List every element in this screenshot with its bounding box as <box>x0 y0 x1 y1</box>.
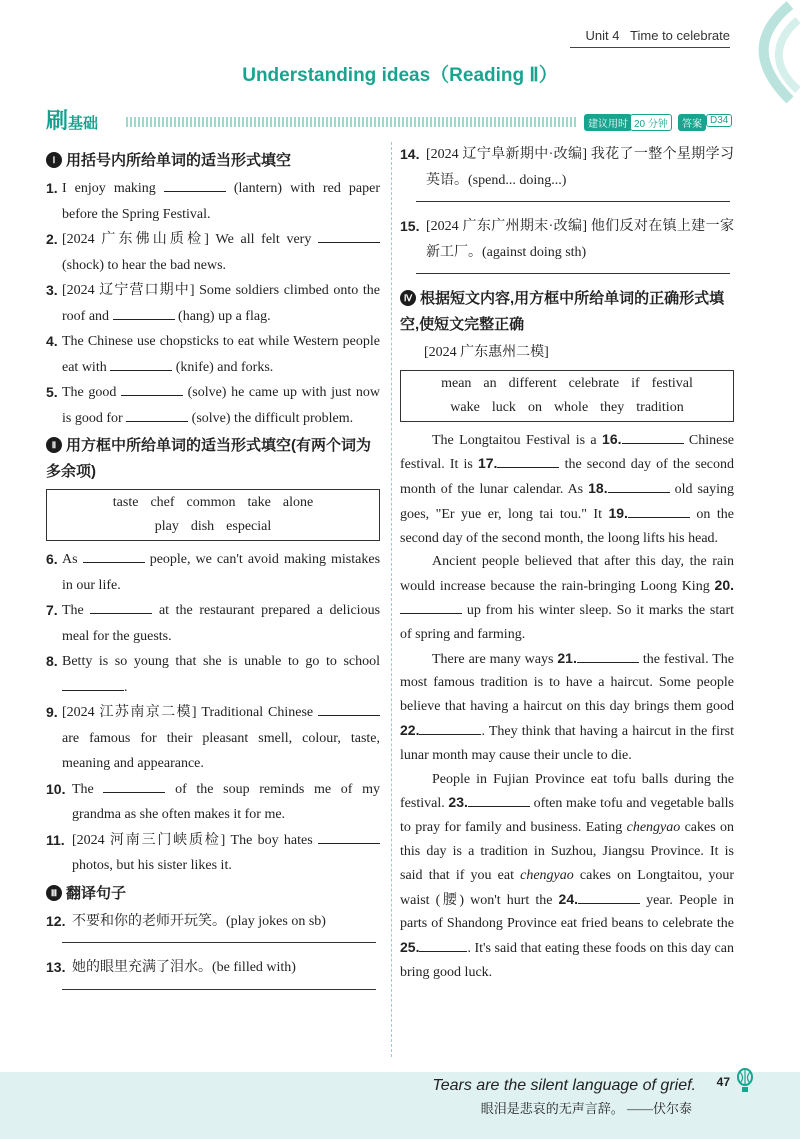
answer-blank[interactable] <box>608 480 670 493</box>
passage-text: up from his winter sleep. So it marks the start of spring and farming. <box>400 603 734 642</box>
question-text: [2024 辽宁阜新期中·改编] 我花了一整个星期学习英语。(spend... doing...) <box>426 147 734 188</box>
question-text: [2024 河南三门峡质检] The boy hates <box>72 832 313 848</box>
question-number: 15. <box>400 218 420 234</box>
box-word: celebrate <box>568 375 620 391</box>
section-title-text: 翻译句子 <box>66 884 127 902</box>
page-number: 47 <box>716 1075 730 1089</box>
section-3-title <box>46 881 380 907</box>
box-word: especial <box>226 519 272 534</box>
question-number: 14. <box>400 146 420 162</box>
brand-char: 刷 <box>46 108 69 133</box>
page-title: Understanding ideas（Reading Ⅱ） <box>242 65 558 86</box>
header-rule <box>570 47 730 48</box>
answer-blank[interactable] <box>90 601 152 614</box>
balloon-icon <box>736 1068 754 1094</box>
answer-blank[interactable] <box>318 831 380 844</box>
unit-title: Time to celebrate <box>630 28 730 43</box>
blank-number: 19. <box>608 504 628 521</box>
question-text: As <box>62 552 78 567</box>
passage-text: old saying goes, "Er yue er, long tai tou." It <box>400 482 734 522</box>
question-number: 13. <box>46 959 66 975</box>
box-word: luck <box>491 399 516 415</box>
question-text: are famous for their pleasant smell, colour, taste, meaning and appearance. <box>62 730 380 771</box>
question-8: 8. Betty is so young that she is unable to go to school . <box>46 649 380 700</box>
answer-blank[interactable] <box>110 358 172 371</box>
footer-quote-zh: 眼泪是悲哀的无声言辞。 ——伏尔泰 <box>480 1101 692 1116</box>
box-word: tradition <box>636 399 684 415</box>
passage-text: . It's said that eating these foods on this day can bring good luck. <box>400 941 734 981</box>
answer-label: 答案 <box>678 114 706 131</box>
passage-text: often make tofu and vegetable balls to pray for family and business. Eating <box>400 796 735 836</box>
question-number: 3. <box>46 282 58 298</box>
passage-text: The Longtaitou Festival is a <box>432 432 597 448</box>
passage-paragraph-2 <box>400 550 734 646</box>
question-text: The Chinese use chopsticks to eat while Western people eat with <box>62 334 380 375</box>
question-number: 10. <box>46 780 66 797</box>
question-text: (lantern) with red paper before the Spring Festival. <box>62 181 380 222</box>
question-number: 6. <box>46 551 58 567</box>
question-13 <box>46 955 380 981</box>
question-text: The good <box>62 385 117 400</box>
answer-blank[interactable] <box>83 550 145 563</box>
question-text: Betty is so young that she is unable to go to school <box>62 654 380 669</box>
answer-blank[interactable] <box>113 307 175 320</box>
word-box-4 <box>400 370 734 422</box>
passage-paragraph-4 <box>400 768 734 985</box>
passage-paragraph-3 <box>400 647 734 768</box>
question-number: 7. <box>46 602 58 618</box>
question-number: 9. <box>46 704 58 720</box>
right-column <box>400 142 734 985</box>
question-text: (knife) and forks. <box>175 359 274 375</box>
box-word: dish <box>190 519 215 534</box>
section-1-title <box>46 148 380 174</box>
answer-line[interactable] <box>62 981 376 990</box>
answer-line[interactable] <box>62 934 376 943</box>
word-box-2 <box>46 489 380 541</box>
answer-blank[interactable] <box>578 891 640 904</box>
question-text: I enjoy making <box>62 181 156 196</box>
box-word: festival <box>651 375 693 391</box>
section-title-text: 根据短文内容,用方框中所给单词的正确形式填空,使短文完整正确 <box>400 290 725 333</box>
section-bar-pattern <box>126 117 576 127</box>
section-badge: Ⅳ <box>400 290 416 306</box>
brand-label <box>46 104 98 135</box>
answer-blank[interactable] <box>121 383 183 396</box>
box-word: they <box>600 399 625 415</box>
passage-text: the festival. The most famous tradition is to have a haircut. Some people believe that having a haircut on this day brings them good <box>400 651 735 715</box>
box-word: an <box>483 375 497 391</box>
question-text: [2024 广东广州期末·改编] 他们反对在镇上建一家新工厂。(against doing sth) <box>426 219 734 260</box>
question-2 <box>46 227 380 278</box>
answer-blank[interactable] <box>400 601 462 614</box>
time-label: 建议用时 <box>584 114 632 131</box>
answer-blank[interactable] <box>628 505 690 518</box>
section-title-text: 用方框中所给单词的适当形式填空(有两个词为多余项) <box>46 437 371 480</box>
question-number: 12. <box>46 912 66 929</box>
question-text: The <box>62 603 84 618</box>
section-2-title <box>46 433 380 485</box>
question-text: people, we can't avoid making mistakes in our life. <box>62 552 381 593</box>
question-6 <box>46 547 380 598</box>
question-text: (hang) up a flag. <box>178 308 271 324</box>
brand-sub: 基础 <box>68 115 99 132</box>
answer-blank[interactable] <box>497 455 559 468</box>
passage-text: on the second day of the second month, the loong lifts his head. <box>400 506 735 546</box>
question-3 <box>46 278 380 329</box>
question-14 <box>400 142 734 193</box>
answer-blank[interactable] <box>419 722 481 735</box>
question-5 <box>46 380 380 431</box>
section-badge: Ⅰ <box>46 152 62 168</box>
question-text: photos, but his sister likes it. <box>72 858 232 873</box>
answer-blank[interactable] <box>318 703 380 716</box>
box-word: chef <box>150 495 175 510</box>
blank-number: 17. <box>477 455 498 472</box>
answer-blank[interactable] <box>164 179 226 192</box>
passage-text: the second day of the second month of the lunar calendar. As <box>400 457 734 498</box>
question-number: 4. <box>46 333 58 349</box>
question-10 <box>46 777 380 828</box>
box-word: whole <box>553 399 589 415</box>
question-7 <box>46 598 380 649</box>
passage-text: . They think that having a haircut in the first lunar month may cause their uncle to die. <box>400 724 734 763</box>
box-word: taste <box>112 495 139 510</box>
column-divider <box>391 142 393 1057</box>
answer-line[interactable] <box>416 265 730 274</box>
answer-blank[interactable] <box>419 939 467 952</box>
box-word: if <box>631 375 640 391</box>
passage-text: cakes on this day is a tradition in Suzhou, Jiangsu Province. It is said that if you eat <box>400 820 735 883</box>
passage-text: Ancient people believed that after this day, the rain would increase because the rain-bringing Loong King <box>400 554 734 595</box>
section-4-title <box>400 286 734 338</box>
decorative-swirl <box>640 0 800 110</box>
box-word: different <box>508 375 557 391</box>
passage-italic: chengyao <box>626 820 681 836</box>
question-12 <box>46 909 380 935</box>
question-text: (solve) the difficult problem. <box>191 410 354 426</box>
blank-number: 24. <box>558 890 578 907</box>
question-text: [2024 辽宁营口期中] Some soldiers climbed onto the roof and <box>62 283 380 324</box>
box-word: common <box>186 495 236 510</box>
question-number: 8. <box>46 653 58 669</box>
answer-blank[interactable] <box>468 794 530 807</box>
question-text: of the soup reminds me of my grandma as she often makes it for me. <box>72 781 380 822</box>
passage-italic: chengyao <box>520 867 574 883</box>
answer-blank[interactable] <box>126 409 188 422</box>
blank-number: 16. <box>602 430 622 447</box>
box-word: mean <box>441 375 472 391</box>
blank-number: 22. <box>400 722 420 739</box>
time-value: 20 分钟 <box>630 114 672 131</box>
question-11 <box>46 828 380 879</box>
question-number: 2. <box>46 231 58 247</box>
blank-number: 18. <box>588 480 608 497</box>
answer-page: D34 <box>706 114 732 127</box>
box-word: wake <box>450 399 480 415</box>
section-badge: Ⅱ <box>46 437 62 453</box>
blank-number: 20. <box>714 577 735 594</box>
question-text: [2024 江苏南京二模] Traditional Chinese <box>62 705 314 720</box>
answer-blank[interactable] <box>103 780 165 793</box>
blank-number: 25. <box>400 939 420 956</box>
answer-blank[interactable] <box>622 431 684 444</box>
section-title-text: 用括号内所给单词的适当形式填空 <box>66 152 292 169</box>
unit-header <box>585 28 730 43</box>
passage-text: Chinese festival. It is <box>400 432 734 473</box>
answer-blank[interactable] <box>62 678 124 691</box>
question-text: (solve) he came up with just now is good for <box>62 385 381 426</box>
question-15 <box>400 214 734 265</box>
question-text: 她的眼里充满了泪水。(be filled with) <box>72 960 296 975</box>
footer-quote-en: Tears are the silent language of grief. <box>432 1077 696 1094</box>
passage-text: cakes on Longtaitou, your waist (腰) won't hurt the <box>400 867 735 908</box>
question-1 <box>46 176 380 227</box>
section-badge: Ⅲ <box>46 885 62 901</box>
answer-blank[interactable] <box>577 650 639 663</box>
box-word: on <box>527 399 542 415</box>
question-text: 不要和你的老师开玩笑。(play jokes on sb) <box>72 913 326 929</box>
question-number: 5. <box>46 384 58 400</box>
blank-number: 21. <box>557 649 577 666</box>
answer-blank[interactable] <box>318 230 380 243</box>
question-9 <box>46 700 380 777</box>
section-4-source: [2024 广东惠州二模] <box>424 345 549 360</box>
passage-text: year. People in parts of Shandong Province eat fried beans to celebrate the <box>400 892 735 932</box>
box-word: play <box>154 519 179 534</box>
left-column <box>46 146 380 1002</box>
question-text: [2024 广东佛山质检] We all felt very <box>62 232 312 247</box>
passage-paragraph-1 <box>400 428 734 551</box>
blank-number: 23. <box>448 794 468 811</box>
question-text: at the restaurant prepared a delicious meal for the guests. <box>62 603 381 644</box>
answer-line[interactable] <box>416 193 730 202</box>
question-4 <box>46 329 380 380</box>
unit-number: Unit 4 <box>585 28 620 43</box>
box-word: alone <box>282 495 314 510</box>
question-text: (shock) to hear the bad news. <box>62 257 227 273</box>
passage-text: There are many ways <box>432 651 554 667</box>
question-number: 1. <box>46 180 58 196</box>
question-text: The <box>72 781 94 797</box>
question-number: 11. <box>46 831 65 848</box>
passage-text: People in Fujian Province eat tofu balls during the festival. <box>400 771 734 812</box>
box-word: take <box>247 495 271 510</box>
